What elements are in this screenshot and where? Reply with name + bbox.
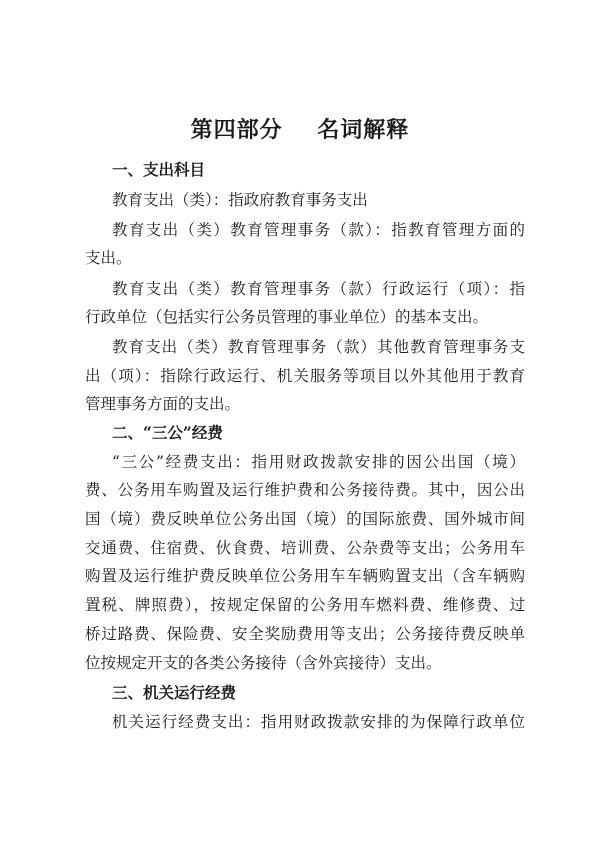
section-heading: 一、支出科目 (112, 160, 206, 179)
paragraph-line: 费、公务用车购置及运行维护费和公务接待费。其中，因公出 (85, 481, 525, 499)
paragraph-line: 教育支出（类）教育管理事务（款）：指教育管理方面的 (112, 221, 525, 239)
paragraph-line: 机关运行经费支出：指用财政拨款安排的为保障行政单位 (112, 713, 525, 731)
paragraph-line: 教育支出（类）：指政府教育事务支出 (112, 191, 368, 209)
paragraph-line: 出（项）：指除行政运行、机关服务等项目以外其他用于教育 (85, 367, 525, 385)
section-heading: 三、机关运行经费 (112, 683, 237, 702)
paragraph-line: “三公”经费支出：指用财政拨款安排的因公出国（境） (112, 453, 525, 471)
paragraph-line: 教育支出（类）教育管理事务（款）其他教育管理事务支 (112, 338, 525, 356)
page-title: 第四部分 名词解释 (190, 117, 410, 143)
paragraph-line: 行政单位（包括实行公务员管理的事业单位）的基本支出。 (85, 308, 489, 326)
paragraph-line: 置税、牌照费），按规定保留的公务用车燃料费、维修费、过 (85, 596, 525, 614)
paragraph-line: 教育支出（类）教育管理事务（款）行政运行（项）：指 (112, 280, 525, 298)
paragraph-line: 位按规定开支的各类公务接待（含外宾接待）支出。 (85, 654, 442, 672)
section-heading: 二、“三公”经费 (112, 423, 223, 442)
paragraph-line: 管理事务方面的支出。 (85, 395, 241, 413)
paragraph-line: 国（境）费反映单位公务出国（境）的国际旅费、国外城市间 (85, 510, 525, 528)
paragraph-line: 购置及运行维护费反映单位公务用车车辆购置支出（含车辆购 (85, 567, 525, 585)
paragraph-line: 交通费、住宿费、伙食费、培训费、公杂费等支出；公务用车 (85, 539, 525, 557)
paragraph-line: 桥过路费、保险费、安全奖励费用等支出；公务接待费反映单 (85, 625, 525, 643)
paragraph-line: 支出。 (85, 249, 132, 267)
